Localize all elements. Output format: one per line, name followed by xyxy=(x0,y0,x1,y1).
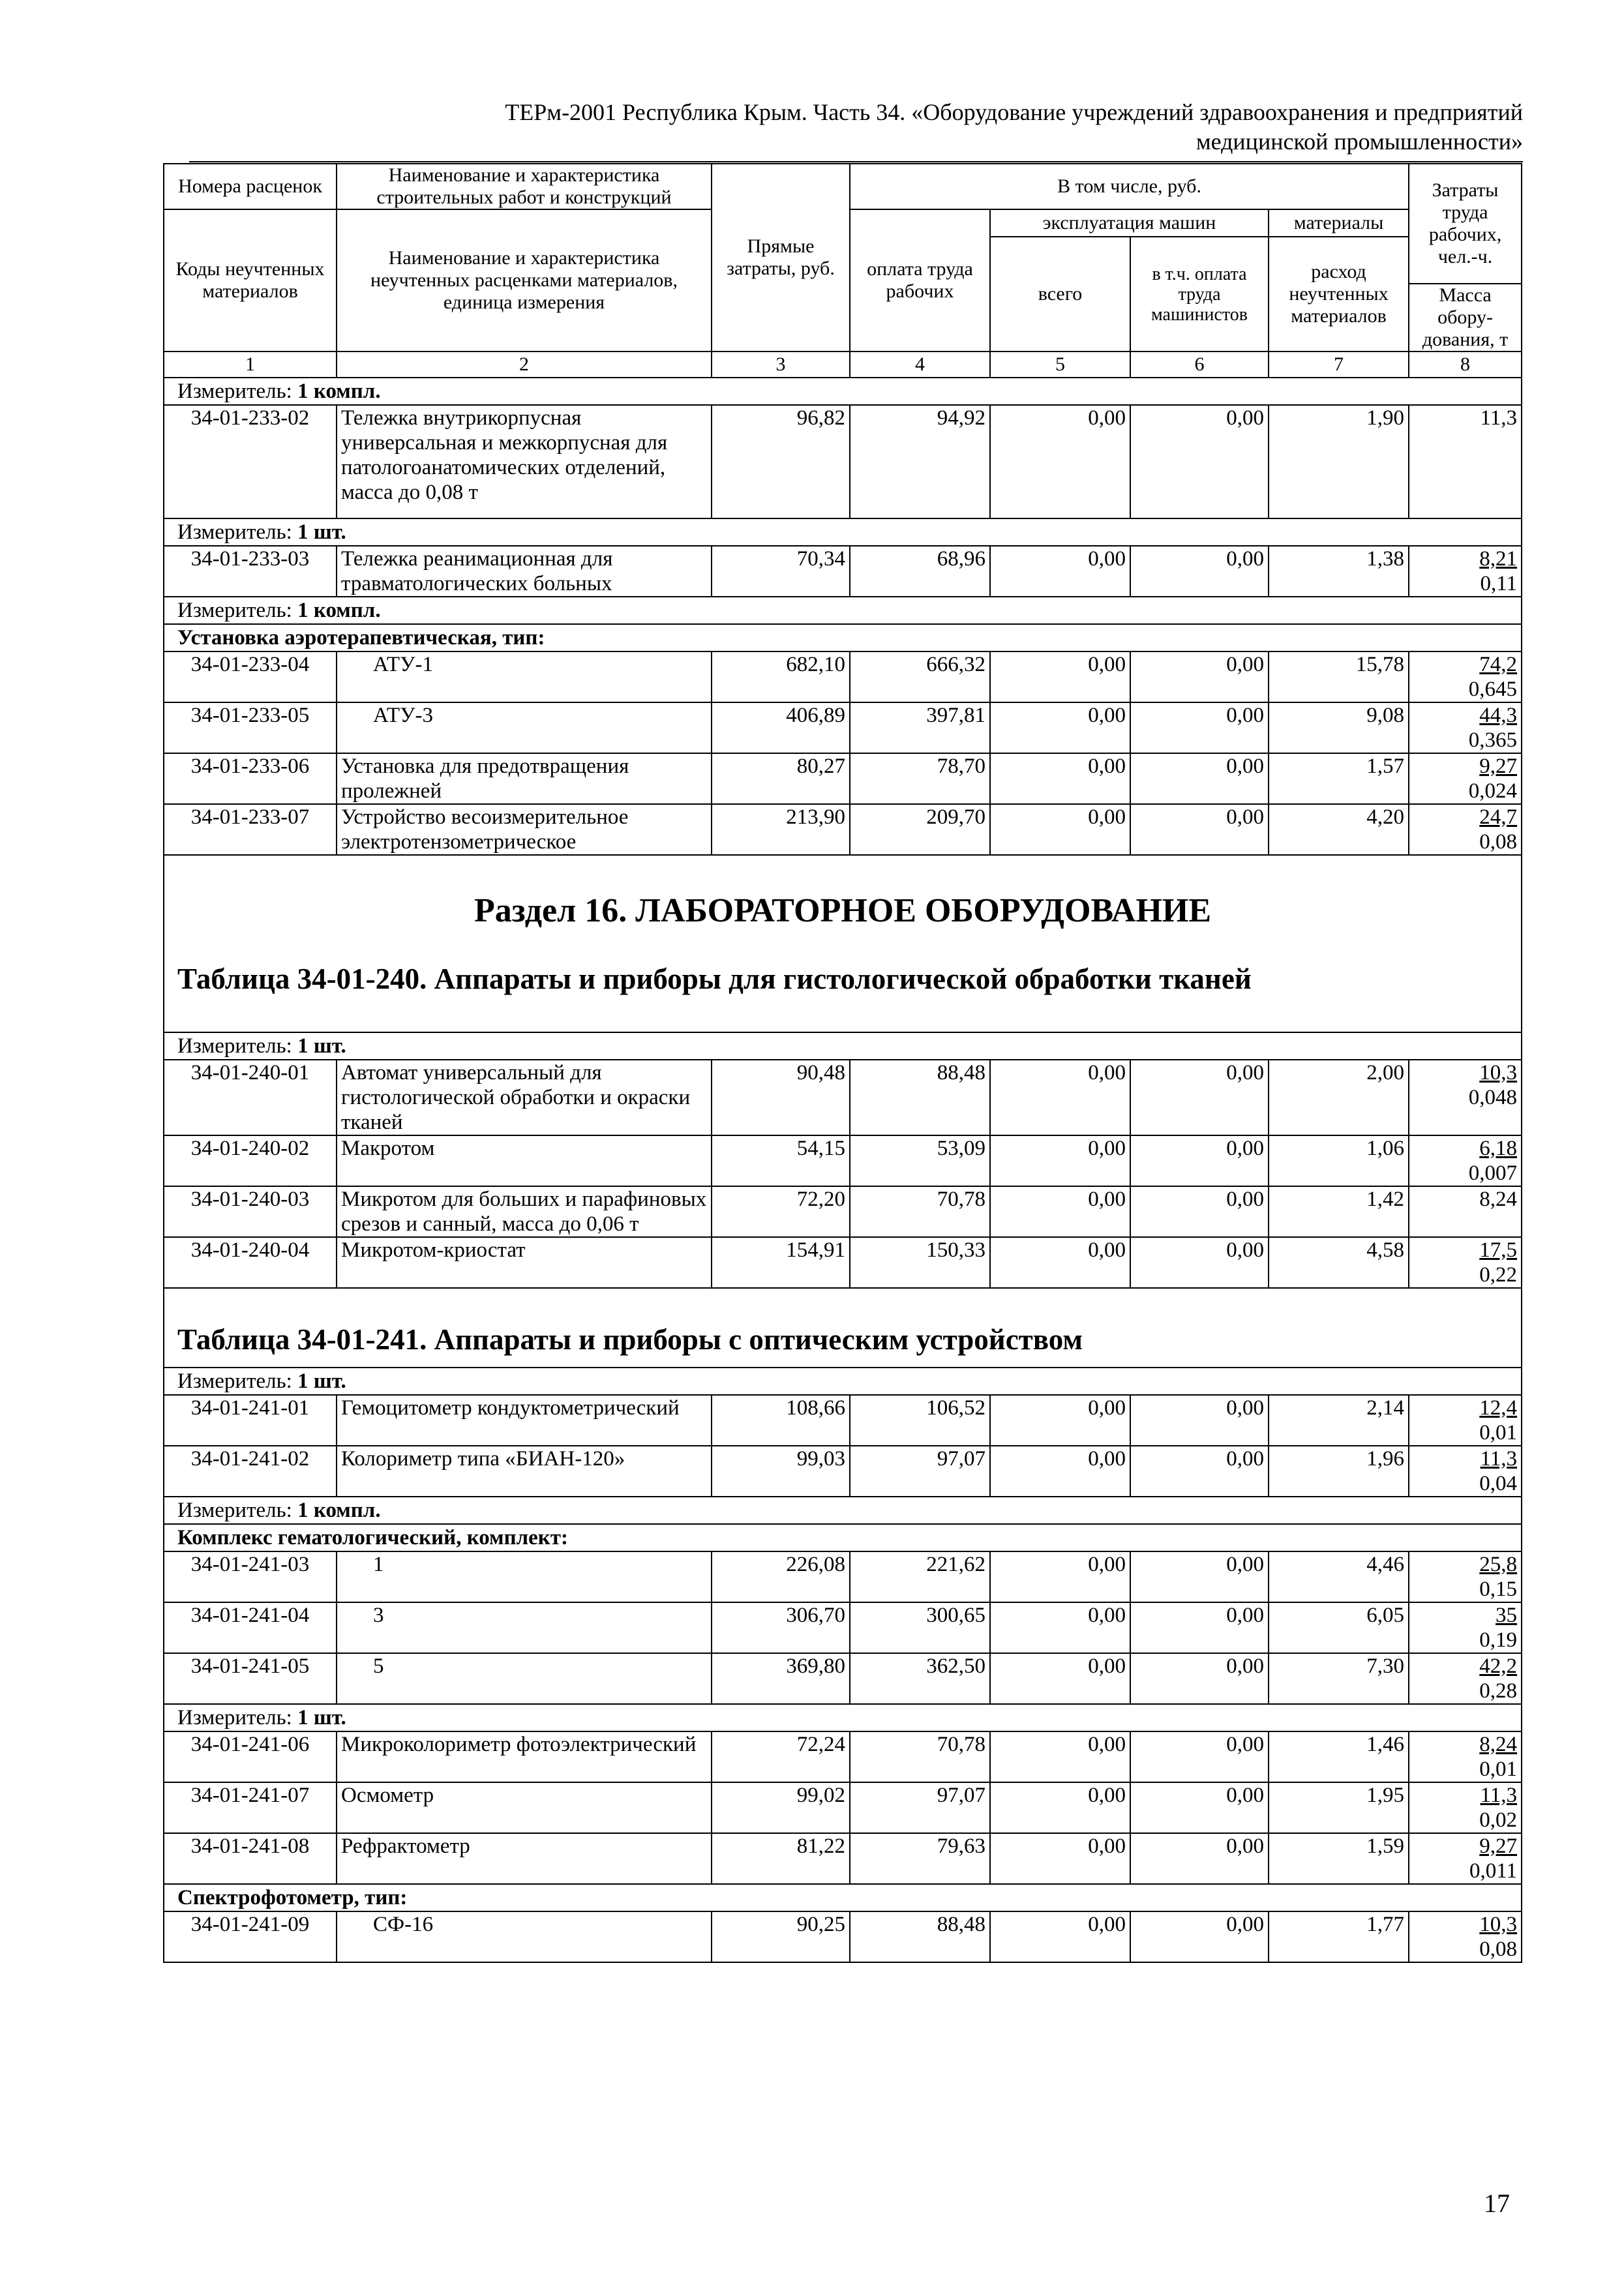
rate-name: 1 xyxy=(337,1551,712,1602)
labor-cost-mass: 9,27 0,024 xyxy=(1409,753,1522,804)
rate-name: Микроколориметр фотоэлектрический xyxy=(337,1731,712,1782)
group-title: Установка аэротерапевтическая, тип: xyxy=(164,624,1522,651)
rate-code: 34-01-241-07 xyxy=(164,1782,337,1833)
labor-cost: 8,24 xyxy=(1409,1186,1522,1237)
measure-row xyxy=(164,378,1522,405)
table-title: Таблица 34-01-240. Аппараты и приборы для гистологической обработки тканей xyxy=(177,963,1252,995)
direct-costs: 99,03 xyxy=(712,1446,850,1497)
header-including: В том числе, руб. xyxy=(850,164,1409,209)
direct-costs: 369,80 xyxy=(712,1653,850,1704)
measure-unit: 1 шт. xyxy=(297,520,346,544)
rate-code: 34-01-241-05 xyxy=(164,1653,337,1704)
table-row xyxy=(164,1446,1522,1497)
measure-unit: 1 компл. xyxy=(297,380,381,403)
machines-total: 0,00 xyxy=(990,1135,1130,1186)
measure-label: Измеритель: xyxy=(177,1034,292,1058)
table-row xyxy=(164,1237,1522,1288)
materials: 1,90 xyxy=(1269,405,1409,518)
labor-pay: 78,70 xyxy=(850,753,990,804)
machines-operators: 0,00 xyxy=(1130,1551,1269,1602)
machines-total: 0,00 xyxy=(990,1731,1130,1782)
header-machines-operators: в т.ч. оплата труда машинистов xyxy=(1130,237,1269,352)
rate-code: 34-01-241-01 xyxy=(164,1395,337,1446)
labor-cost-mass: 10,3 0,048 xyxy=(1409,1060,1522,1135)
table-row xyxy=(164,1602,1522,1653)
materials: 4,46 xyxy=(1269,1551,1409,1602)
materials: 9,08 xyxy=(1269,702,1409,753)
header-machines: эксплуатация машин xyxy=(990,209,1269,237)
table-row xyxy=(164,1186,1522,1237)
labor-pay: 666,32 xyxy=(850,651,990,702)
rate-name: Рефрактометр xyxy=(337,1833,712,1884)
labor-pay: 88,48 xyxy=(850,1060,990,1135)
labor-cost-mass: 74,2 0,645 xyxy=(1409,651,1522,702)
labor-pay: 362,50 xyxy=(850,1653,990,1704)
machines-operators: 0,00 xyxy=(1130,702,1269,753)
materials: 6,05 xyxy=(1269,1602,1409,1653)
rate-code: 34-01-241-06 xyxy=(164,1731,337,1782)
labor-cost-mass: 44,3 0,365 xyxy=(1409,702,1522,753)
machines-operators: 0,00 xyxy=(1130,1186,1269,1237)
header-rate-numbers: Номера расценок xyxy=(164,164,337,209)
direct-costs: 96,82 xyxy=(712,405,850,518)
rate-name: 5 xyxy=(337,1653,712,1704)
section-row xyxy=(164,855,1522,1032)
measure-row xyxy=(164,1032,1522,1060)
rate-code: 34-01-240-02 xyxy=(164,1135,337,1186)
direct-costs: 406,89 xyxy=(712,702,850,753)
materials: 1,57 xyxy=(1269,753,1409,804)
labor-cost-mass: 17,5 0,22 xyxy=(1409,1237,1522,1288)
labor-pay: 300,65 xyxy=(850,1602,990,1653)
header-labor-pay: оплата труда рабочих xyxy=(850,209,990,352)
table-row xyxy=(164,405,1522,518)
rate-name: 3 xyxy=(337,1602,712,1653)
direct-costs: 70,34 xyxy=(712,546,850,597)
machines-operators: 0,00 xyxy=(1130,1833,1269,1884)
labor-pay: 106,52 xyxy=(850,1395,990,1446)
col-number: 6 xyxy=(1130,352,1269,378)
direct-costs: 108,66 xyxy=(712,1395,850,1446)
direct-costs: 226,08 xyxy=(712,1551,850,1602)
labor-pay: 70,78 xyxy=(850,1731,990,1782)
labor-pay: 97,07 xyxy=(850,1446,990,1497)
rate-name: Макротом xyxy=(337,1135,712,1186)
table-row xyxy=(164,804,1522,855)
direct-costs: 99,02 xyxy=(712,1782,850,1833)
header-material-codes: Коды неучтенных материалов xyxy=(164,209,337,352)
direct-costs: 72,24 xyxy=(712,1731,850,1782)
rate-name: Автомат универсальный для гистологической обработки и окраски тканей xyxy=(337,1060,712,1135)
measure-label: Измеритель: xyxy=(177,520,292,544)
machines-total: 0,00 xyxy=(990,1782,1130,1833)
machines-total: 0,00 xyxy=(990,1237,1130,1288)
materials: 2,14 xyxy=(1269,1395,1409,1446)
direct-costs: 154,91 xyxy=(712,1237,850,1288)
group-title: Комплекс гематологический, комплект: xyxy=(164,1524,1522,1551)
header-machines-total: всего xyxy=(990,237,1130,352)
labor-cost-mass: 24,7 0,08 xyxy=(1409,804,1522,855)
labor-cost-mass: 35 0,19 xyxy=(1409,1602,1522,1653)
rate-code: 34-01-241-02 xyxy=(164,1446,337,1497)
header-equipment-mass: Масса обору-дования, т xyxy=(1409,284,1522,352)
machines-total: 0,00 xyxy=(990,1395,1130,1446)
measure-unit: 1 компл. xyxy=(297,1499,381,1522)
machines-operators: 0,00 xyxy=(1130,1395,1269,1446)
labor-cost-mass: 9,27 0,011 xyxy=(1409,1833,1522,1884)
machines-operators: 0,00 xyxy=(1130,1653,1269,1704)
machines-operators: 0,00 xyxy=(1130,1782,1269,1833)
machines-total: 0,00 xyxy=(990,753,1130,804)
rate-code: 34-01-241-09 xyxy=(164,1911,337,1962)
machines-operators: 0,00 xyxy=(1130,1060,1269,1135)
measure-row xyxy=(164,597,1522,624)
labor-cost: 11,3 xyxy=(1409,405,1522,518)
machines-operators: 0,00 xyxy=(1130,804,1269,855)
machines-operators: 0,00 xyxy=(1130,753,1269,804)
machines-operators: 0,00 xyxy=(1130,1135,1269,1186)
labor-cost-mass: 8,21 0,11 xyxy=(1409,546,1522,597)
direct-costs: 90,25 xyxy=(712,1911,850,1962)
rate-name: Гемоцитометр кондуктометрический xyxy=(337,1395,712,1446)
page-header xyxy=(183,98,1523,157)
rate-name: АТУ-3 xyxy=(337,702,712,753)
machines-operators: 0,00 xyxy=(1130,546,1269,597)
machines-operators: 0,00 xyxy=(1130,1602,1269,1653)
rate-name: Устройство весоизмерительное электротензометрическое xyxy=(337,804,712,855)
group-row xyxy=(164,624,1522,651)
col-number: 1 xyxy=(164,352,337,378)
measure-label: Измеритель: xyxy=(177,380,292,403)
col-number: 3 xyxy=(712,352,850,378)
rate-name: Микротом для больших и парафиновых срезов и санный, масса до 0,06 т xyxy=(337,1186,712,1237)
machines-total: 0,00 xyxy=(990,1911,1130,1962)
table-row xyxy=(164,1653,1522,1704)
materials: 15,78 xyxy=(1269,651,1409,702)
rate-code: 34-01-233-06 xyxy=(164,753,337,804)
rate-code: 34-01-240-03 xyxy=(164,1186,337,1237)
rate-code: 34-01-233-04 xyxy=(164,651,337,702)
header-line-2: медицинской промышленности» xyxy=(1195,128,1523,155)
direct-costs: 81,22 xyxy=(712,1833,850,1884)
machines-operators: 0,00 xyxy=(1130,1911,1269,1962)
col-number: 5 xyxy=(990,352,1130,378)
direct-costs: 90,48 xyxy=(712,1060,850,1135)
table-row xyxy=(164,1551,1522,1602)
labor-pay: 97,07 xyxy=(850,1782,990,1833)
table-row xyxy=(164,702,1522,753)
materials: 1,77 xyxy=(1269,1911,1409,1962)
rate-code: 34-01-241-04 xyxy=(164,1602,337,1653)
labor-cost-mass: 10,3 0,08 xyxy=(1409,1911,1522,1962)
labor-cost-mass: 8,24 0,01 xyxy=(1409,1731,1522,1782)
table-row xyxy=(164,753,1522,804)
rate-code: 34-01-233-05 xyxy=(164,702,337,753)
rate-code: 34-01-233-07 xyxy=(164,804,337,855)
machines-operators: 0,00 xyxy=(1130,405,1269,518)
machines-total: 0,00 xyxy=(990,702,1130,753)
col-number: 8 xyxy=(1409,352,1522,378)
table-row xyxy=(164,1395,1522,1446)
rate-name: АТУ-1 xyxy=(337,651,712,702)
machines-total: 0,00 xyxy=(990,1602,1130,1653)
section-title: Раздел 16. ЛАБОРАТОРНОЕ ОБОРУДОВАНИЕ xyxy=(474,892,1212,929)
table-row xyxy=(164,1731,1522,1782)
group-row xyxy=(164,1524,1522,1551)
materials: 1,42 xyxy=(1269,1186,1409,1237)
labor-pay: 79,63 xyxy=(850,1833,990,1884)
table-title-row xyxy=(164,1288,1522,1368)
labor-pay: 94,92 xyxy=(850,405,990,518)
machines-total: 0,00 xyxy=(990,1186,1130,1237)
machines-operators: 0,00 xyxy=(1130,1446,1269,1497)
rate-name: Установка для предотвращения пролежней xyxy=(337,753,712,804)
machines-total: 0,00 xyxy=(990,546,1130,597)
machines-total: 0,00 xyxy=(990,1446,1130,1497)
machines-total: 0,00 xyxy=(990,1060,1130,1135)
materials: 4,58 xyxy=(1269,1237,1409,1288)
rate-code: 34-01-233-02 xyxy=(164,405,337,518)
measure-unit: 1 шт. xyxy=(297,1706,346,1729)
labor-pay: 209,70 xyxy=(850,804,990,855)
table-row xyxy=(164,546,1522,597)
machines-operators: 0,00 xyxy=(1130,1731,1269,1782)
direct-costs: 213,90 xyxy=(712,804,850,855)
table-row xyxy=(164,1135,1522,1186)
rates-table xyxy=(163,163,1522,1963)
rate-code: 34-01-240-01 xyxy=(164,1060,337,1135)
labor-cost-mass: 6,18 0,007 xyxy=(1409,1135,1522,1186)
measure-row xyxy=(164,1497,1522,1524)
table-row xyxy=(164,1060,1522,1135)
machines-operators: 0,00 xyxy=(1130,651,1269,702)
materials: 4,20 xyxy=(1269,804,1409,855)
col-number: 2 xyxy=(337,352,712,378)
rate-name: Тележка внутрикорпусная универсальная и межкорпусная для патологоанатомических отделений, масса до 0,08 т xyxy=(337,405,712,518)
machines-total: 0,00 xyxy=(990,1653,1130,1704)
col-number: 7 xyxy=(1269,352,1409,378)
measure-label: Измеритель: xyxy=(177,1706,292,1729)
labor-cost-mass: 25,8 0,15 xyxy=(1409,1551,1522,1602)
labor-cost-mass: 42,2 0,28 xyxy=(1409,1653,1522,1704)
header-unaccounted-materials: расход неучтенных материалов xyxy=(1269,237,1409,352)
direct-costs: 80,27 xyxy=(712,753,850,804)
machines-operators: 0,00 xyxy=(1130,1237,1269,1288)
page-number: 17 xyxy=(1484,2189,1510,2218)
group-row xyxy=(164,1884,1522,1911)
header-line-1: ТЕРм-2001 Республика Крым. Часть 34. «Оборудование учреждений здравоохранения и предприятий xyxy=(505,99,1523,125)
machines-total: 0,00 xyxy=(990,1833,1130,1884)
rate-code: 34-01-240-04 xyxy=(164,1237,337,1288)
labor-pay: 397,81 xyxy=(850,702,990,753)
rate-code: 34-01-241-03 xyxy=(164,1551,337,1602)
header-material-name: Наименование и характеристика неучтенных расценками материалов, единица измерения xyxy=(337,209,712,352)
col-number: 4 xyxy=(850,352,990,378)
measure-row xyxy=(164,1368,1522,1395)
measure-row xyxy=(164,1704,1522,1731)
labor-pay: 68,96 xyxy=(850,546,990,597)
labor-cost-mass: 11,3 0,02 xyxy=(1409,1782,1522,1833)
machines-total: 0,00 xyxy=(990,405,1130,518)
measure-row xyxy=(164,518,1522,546)
materials: 1,59 xyxy=(1269,1833,1409,1884)
header-materials: материалы xyxy=(1269,209,1409,237)
table-row xyxy=(164,1911,1522,1962)
rate-name: СФ-16 xyxy=(337,1911,712,1962)
measure-label: Измеритель: xyxy=(177,599,292,622)
table-title: Таблица 34-01-241. Аппараты и приборы с оптическим устройством xyxy=(177,1323,1083,1356)
header-rule xyxy=(189,161,1523,162)
table-row xyxy=(164,1833,1522,1884)
header-direct-costs: Прямые затраты, руб. xyxy=(712,164,850,352)
materials: 2,00 xyxy=(1269,1060,1409,1135)
table-row xyxy=(164,1782,1522,1833)
labor-pay: 221,62 xyxy=(850,1551,990,1602)
rates-table-wrap xyxy=(163,163,1521,1963)
measure-label: Измеритель: xyxy=(177,1369,292,1393)
materials: 1,46 xyxy=(1269,1731,1409,1782)
materials: 1,38 xyxy=(1269,546,1409,597)
rate-code: 34-01-233-03 xyxy=(164,546,337,597)
table-row xyxy=(164,651,1522,702)
rate-name: Микротом-криостат xyxy=(337,1237,712,1288)
materials: 7,30 xyxy=(1269,1653,1409,1704)
rate-name: Осмометр xyxy=(337,1782,712,1833)
measure-label: Измеритель: xyxy=(177,1499,292,1522)
machines-total: 0,00 xyxy=(990,804,1130,855)
direct-costs: 72,20 xyxy=(712,1186,850,1237)
direct-costs: 682,10 xyxy=(712,651,850,702)
measure-unit: 1 шт. xyxy=(297,1369,346,1393)
labor-pay: 88,48 xyxy=(850,1911,990,1962)
header-work-name: Наименование и характеристика строительных работ и конструкций xyxy=(337,164,712,209)
measure-unit: 1 компл. xyxy=(297,599,381,622)
rate-code: 34-01-241-08 xyxy=(164,1833,337,1884)
materials: 1,06 xyxy=(1269,1135,1409,1186)
machines-total: 0,00 xyxy=(990,651,1130,702)
group-title: Спектрофотометр, тип: xyxy=(164,1884,1522,1911)
labor-pay: 70,78 xyxy=(850,1186,990,1237)
labor-pay: 150,33 xyxy=(850,1237,990,1288)
rate-name: Колориметр типа «БИАН-120» xyxy=(337,1446,712,1497)
header-labor-cost: Затраты труда рабочих, чел.-ч. xyxy=(1409,164,1522,284)
materials: 1,96 xyxy=(1269,1446,1409,1497)
materials: 1,95 xyxy=(1269,1782,1409,1833)
labor-cost-mass: 11,3 0,04 xyxy=(1409,1446,1522,1497)
direct-costs: 306,70 xyxy=(712,1602,850,1653)
direct-costs: 54,15 xyxy=(712,1135,850,1186)
measure-unit: 1 шт. xyxy=(297,1034,346,1058)
labor-cost-mass: 12,4 0,01 xyxy=(1409,1395,1522,1446)
machines-total: 0,00 xyxy=(990,1551,1130,1602)
labor-pay: 53,09 xyxy=(850,1135,990,1186)
rate-name: Тележка реанимационная для травматологических больных xyxy=(337,546,712,597)
